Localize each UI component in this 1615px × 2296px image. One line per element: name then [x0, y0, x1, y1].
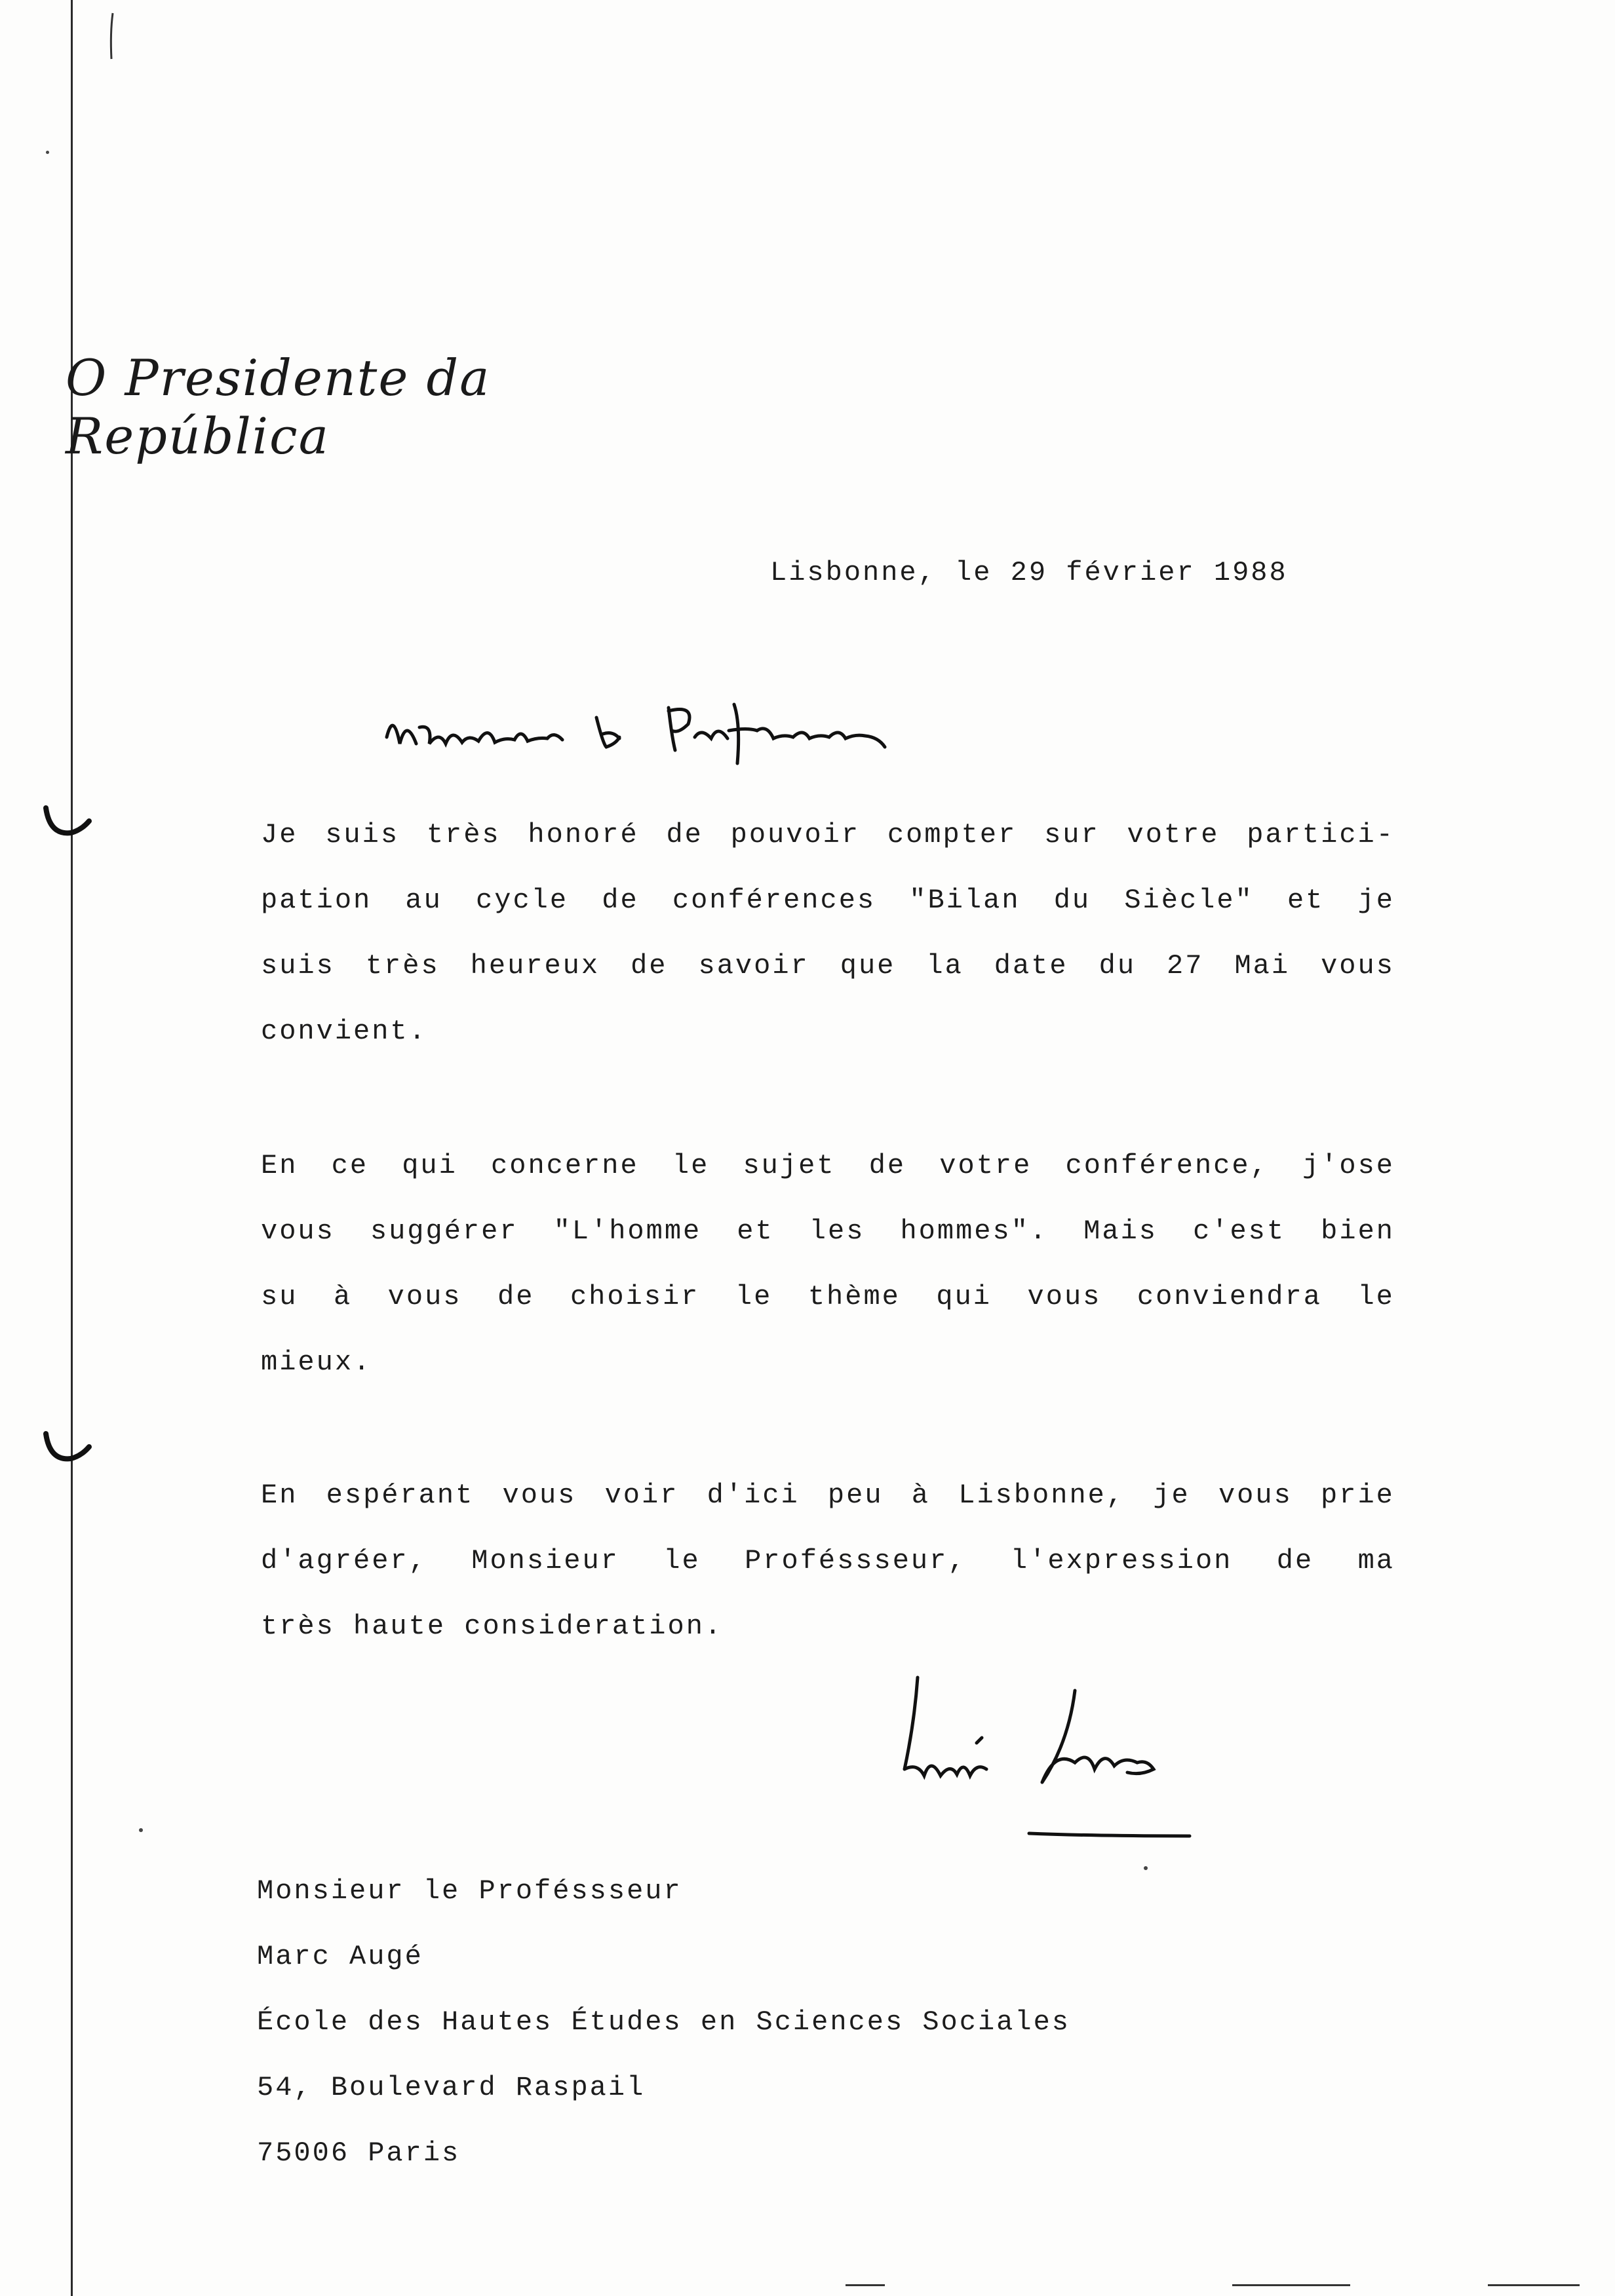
word: du [1053, 885, 1091, 916]
word: Lisbonne, [958, 1480, 1125, 1511]
punch-hole-mark-bottom [41, 1428, 93, 1468]
word: Siècle" [1124, 885, 1254, 916]
word: conférence, [1065, 1150, 1269, 1181]
word: ce [331, 1150, 369, 1181]
word: qui [936, 1281, 992, 1312]
recipient-line-1: Monsieur le Proféssseur [257, 1875, 682, 1907]
word: à [911, 1480, 930, 1511]
word: prie [1321, 1480, 1395, 1511]
recipient-line-2: Marc Augé [257, 1941, 423, 1972]
word: bien [1321, 1215, 1395, 1247]
word: d'ici [707, 1480, 800, 1511]
paragraph-1-line-4: convient. [261, 1016, 427, 1047]
scan-speck [1144, 1866, 1148, 1870]
word: le [672, 1150, 710, 1181]
word: vous [387, 1281, 462, 1312]
word: su [261, 1281, 298, 1312]
paragraph-1-line-1 [261, 819, 1395, 851]
recipient-line-4: 54, Boulevard Raspail [257, 2072, 646, 2103]
word: le [735, 1281, 773, 1312]
word: sur [1044, 819, 1100, 851]
word: date [994, 950, 1068, 982]
word: pouvoir [730, 819, 861, 851]
paragraph-1-line-2 [261, 885, 1395, 916]
word: c'est [1193, 1215, 1286, 1247]
word: qui [402, 1150, 457, 1181]
handwritten-signature [878, 1664, 1206, 1861]
word: choisir [570, 1281, 700, 1312]
word: Mai [1234, 950, 1291, 982]
letterhead [66, 342, 655, 465]
word: la [926, 950, 963, 982]
recipient-line-5: 75006 Paris [257, 2137, 461, 2169]
word: conviendra [1137, 1281, 1322, 1312]
word: je [1153, 1480, 1190, 1511]
word: du [1099, 950, 1137, 982]
word: les [809, 1215, 865, 1247]
word: vous [1027, 1281, 1102, 1312]
word: compter [887, 819, 1017, 851]
word: Mais [1083, 1215, 1158, 1247]
word: de [631, 950, 668, 982]
word: vous [261, 1215, 335, 1247]
word: de [497, 1281, 535, 1312]
corner-scribble [98, 7, 125, 66]
word: vous [1218, 1480, 1293, 1511]
word: thème [808, 1281, 901, 1312]
word: très [365, 950, 440, 982]
salutation-script-image [380, 698, 905, 770]
word: de [1276, 1545, 1314, 1577]
word: voir [604, 1480, 679, 1511]
paragraph-2-line-3 [261, 1281, 1395, 1312]
signature-script-image [878, 1664, 1206, 1861]
word: à [333, 1281, 353, 1312]
word: suis [325, 819, 400, 851]
word: j'ose [1302, 1150, 1395, 1181]
word: suggérer [370, 1215, 518, 1247]
date-line: Lisbonne, le 29 février 1988 [770, 557, 1288, 588]
word: pation [261, 885, 372, 916]
paragraph-3-line-1 [261, 1480, 1395, 1511]
word: hommes". [900, 1215, 1049, 1247]
paragraph-2-line-4: mieux. [261, 1347, 372, 1378]
word: très [426, 819, 501, 851]
word: "L'homme [553, 1215, 702, 1247]
paragraph-2-line-2 [261, 1215, 1395, 1247]
word: 27 [1167, 950, 1204, 982]
word: de [666, 819, 703, 851]
word: vous [502, 1480, 577, 1511]
word: "Bilan [909, 885, 1021, 916]
word: partici- [1247, 819, 1395, 851]
word: d'agréer, [261, 1545, 427, 1577]
paragraph-3-line-2 [261, 1545, 1395, 1577]
word: honoré [528, 819, 639, 851]
footer-scan-mark [1232, 2284, 1350, 2286]
word: Je [261, 819, 298, 851]
word: sujet [743, 1150, 836, 1181]
letterhead-title: O Presidente da República [66, 349, 491, 465]
footer-scan-mark [846, 2284, 885, 2286]
word: l'expression [1010, 1545, 1233, 1577]
word: je [1357, 885, 1395, 916]
word: de [602, 885, 639, 916]
word: ma [1357, 1545, 1395, 1577]
punch-hole-mark-top [41, 803, 93, 842]
word: savoir [698, 950, 809, 982]
word: Monsieur [471, 1545, 619, 1577]
word: que [840, 950, 896, 982]
paragraph-1-line-3 [261, 950, 1395, 982]
handwritten-salutation [380, 698, 905, 770]
word: heureux [470, 950, 600, 982]
word: suis [261, 950, 335, 982]
paragraph-2-line-1 [261, 1150, 1395, 1181]
word: vous [1321, 950, 1395, 982]
word: et [1287, 885, 1325, 916]
scan-speck [46, 151, 49, 154]
word: le [1357, 1281, 1395, 1312]
word: de [868, 1150, 906, 1181]
word: En [261, 1480, 298, 1511]
word: conférences [672, 885, 876, 916]
word: votre [939, 1150, 1032, 1181]
word: cycle [476, 885, 569, 916]
word: votre [1127, 819, 1220, 851]
word: Proféssseur, [745, 1545, 967, 1577]
word: le [663, 1545, 701, 1577]
word: espérant [326, 1480, 475, 1511]
word: peu [827, 1480, 884, 1511]
scan-speck [139, 1828, 143, 1832]
recipient-line-3: École des Hautes Études en Sciences Sociales [257, 2006, 1070, 2038]
word: au [405, 885, 442, 916]
word: En [261, 1150, 298, 1181]
footer-scan-mark [1488, 2284, 1580, 2286]
word: et [737, 1215, 774, 1247]
word: concerne [491, 1150, 639, 1181]
paragraph-3-line-3: très haute consideration. [261, 1611, 724, 1642]
